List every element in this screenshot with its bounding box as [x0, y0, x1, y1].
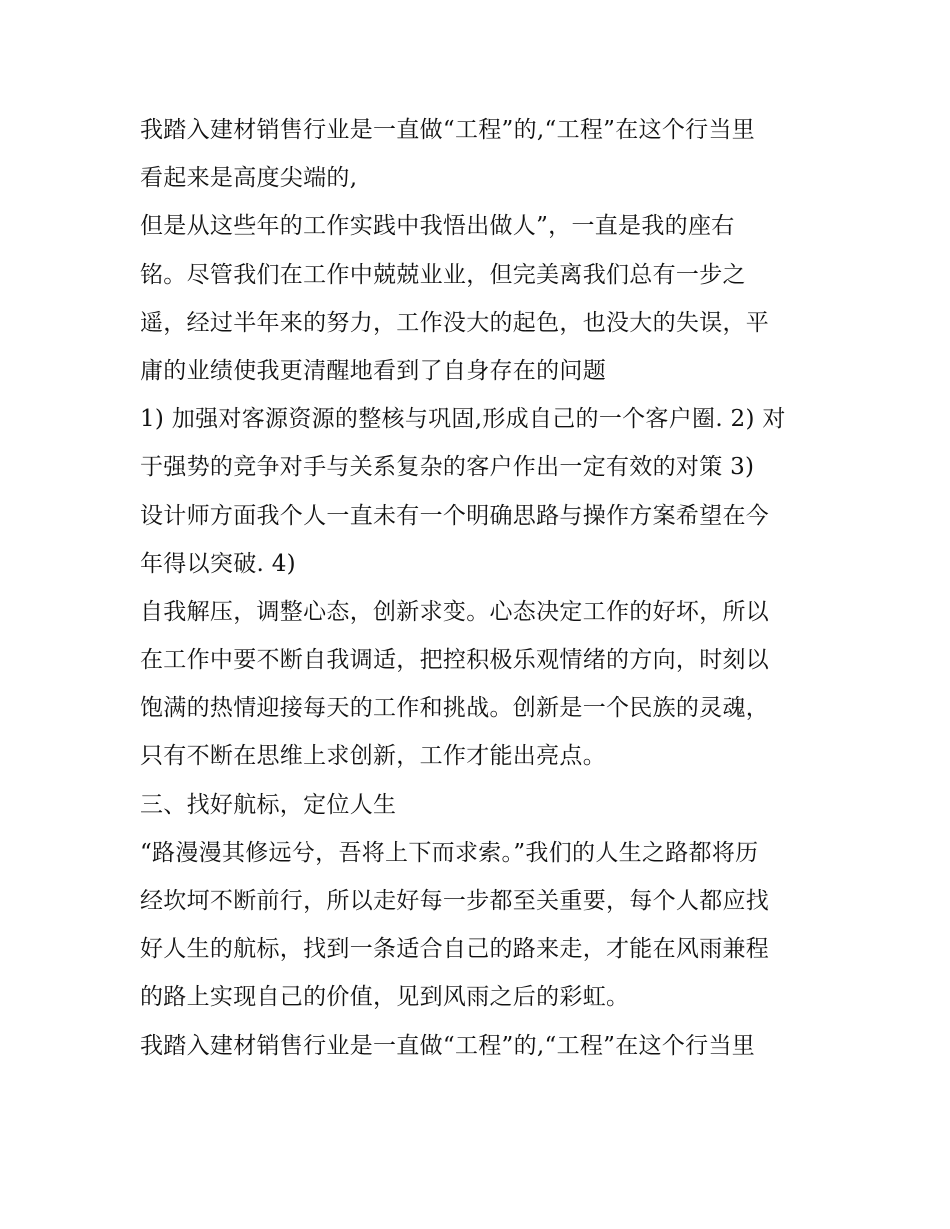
text-line: 我踏入建材销售行业是一直做“工程”的,“工程”在这个行当里 [140, 1032, 756, 1059]
text-line: 年得以突破. 4) [140, 550, 296, 577]
text-line: 自我解压，调整心态，创新求变。心态决定工作的好坏，所以 [140, 598, 770, 625]
text-line: 饱满的热情迎接每天的工作和挑战。创新是一个民族的灵魂， [140, 695, 770, 722]
text-line: 遥，经过半年来的努力，工作没大的起色，也没大的失误，平 [140, 309, 770, 336]
text-line: 设计师方面我个人一直未有一个明确思路与操作方案希望在今 [140, 502, 770, 529]
text-line: 我踏入建材销售行业是一直做“工程”的,“工程”在这个行当里 [140, 117, 756, 143]
text-line: 好人生的航标，找到一条适合自己的路来走，才能在风雨兼程 [140, 936, 770, 963]
text-line: 经坎坷不断前行，所以走好每一步都至关重要，每个人都应找 [140, 888, 770, 914]
text-line: 1) 加强对客源资源的整核与巩固,形成自己的一个客户圈. 2) 对 [140, 406, 786, 433]
text-line: 庸的业绩使我更清醒地看到了自身存在的问题 [140, 357, 606, 384]
text-line: 铭。尽管我们在工作中兢兢业业，但完美离我们总有一步之 [140, 261, 746, 288]
text-line: 只有不断在思维上求创新，工作才能出亮点。 [140, 743, 606, 770]
text-line: 但是从这些年的工作实践中我悟出做人”，一直是我的座右 [140, 213, 735, 240]
text-line: 在工作中要不断自我调适，把控积极乐观情绪的方向，时刻以 [140, 647, 770, 674]
text-line: 看起来是高度尖端的, [140, 165, 358, 192]
text-line: 的路上实现自己的价值，见到风雨之后的彩虹。 [140, 984, 630, 1011]
text-line: 于强势的竞争对手与关系复杂的客户作出一定有效的对策 3) [140, 454, 755, 481]
section-heading: 三、找好航标，定位人生 [140, 791, 397, 818]
body-text [140, 106, 820, 1070]
text-line: “路漫漫其修远兮，吾将上下而求索。”我们的人生之路都将历 [140, 839, 759, 866]
